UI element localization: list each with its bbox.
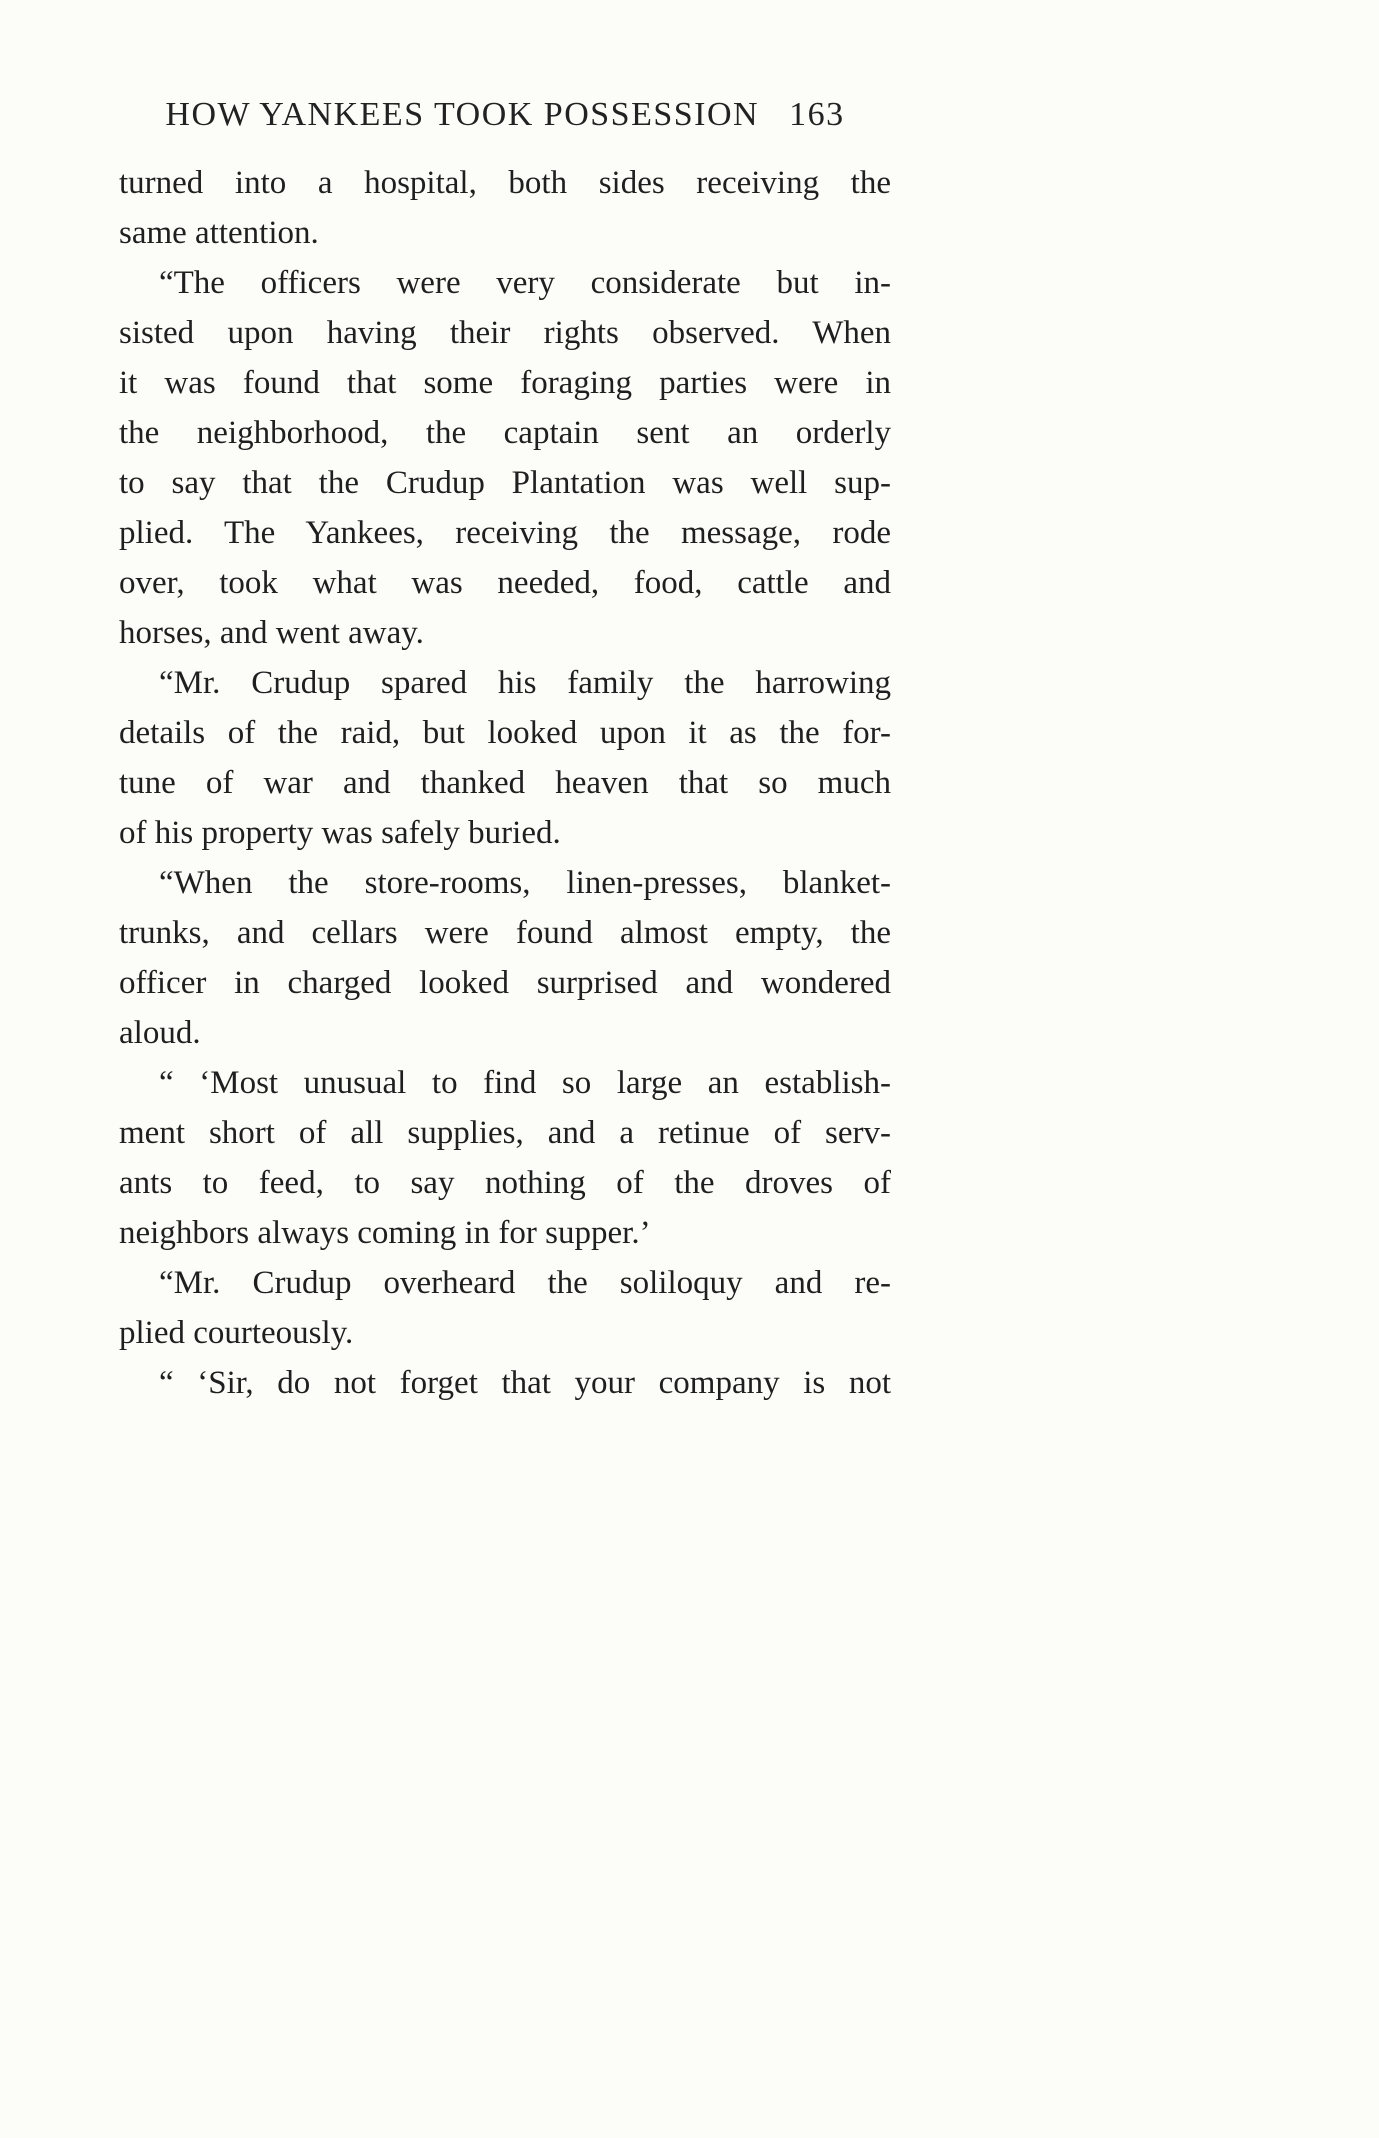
paragraph	[119, 1258, 891, 1358]
running-head-title: HOW YANKEES TOOK POSSESSION	[165, 96, 760, 133]
text-line: horses, and went away.	[119, 615, 424, 651]
text-line: trunks, and cellars were found almost empty, the	[119, 915, 891, 951]
text-line: over, took what was needed, food, cattle and	[119, 565, 891, 601]
text-line: aloud.	[119, 1015, 201, 1051]
paragraph	[119, 258, 891, 658]
text-line: “Mr. Crudup spared his family the harrowing	[159, 665, 891, 701]
text-line: to say that the Crudup Plantation was well sup-	[119, 465, 891, 501]
paragraph	[119, 1358, 891, 1408]
text-line: it was found that some foraging parties were in	[119, 365, 891, 401]
text-line: turned into a hospital, both sides receiving the	[119, 165, 891, 201]
text-column	[119, 96, 891, 1408]
text-line: neighbors always coming in for supper.’	[119, 1215, 651, 1251]
text-line: “Mr. Crudup overheard the soliloquy and re-	[159, 1265, 891, 1301]
text-line: “ ‘Sir, do not forget that your company is not	[159, 1365, 891, 1401]
text-line: details of the raid, but looked upon it as the for-	[119, 715, 891, 751]
text-line: “When the store-rooms, linen-presses, blanket-	[159, 865, 891, 901]
paragraph	[119, 658, 891, 858]
text-line: officer in charged looked surprised and wondered	[119, 965, 891, 1001]
page-body	[119, 158, 891, 1408]
paragraph	[119, 858, 891, 1058]
text-line: plied. The Yankees, receiving the message, rode	[119, 515, 891, 551]
text-line: the neighborhood, the captain sent an orderly	[119, 415, 891, 451]
text-line: sisted upon having their rights observed. When	[119, 315, 891, 351]
text-line: tune of war and thanked heaven that so much	[119, 765, 891, 801]
text-line: ment short of all supplies, and a retinue of serv-	[119, 1115, 891, 1151]
paragraph	[119, 158, 891, 258]
page-header	[119, 96, 891, 134]
text-line: plied courteously.	[119, 1315, 354, 1351]
page-number: 163	[789, 96, 845, 133]
text-line: “ ‘Most unusual to find so large an establish-	[159, 1065, 891, 1101]
text-line: “The officers were very considerate but in-	[159, 265, 891, 301]
text-line: same attention.	[119, 215, 319, 251]
paragraph	[119, 1058, 891, 1258]
text-line: ants to feed, to say nothing of the droves of	[119, 1165, 891, 1201]
text-line: of his property was safely buried.	[119, 815, 561, 851]
